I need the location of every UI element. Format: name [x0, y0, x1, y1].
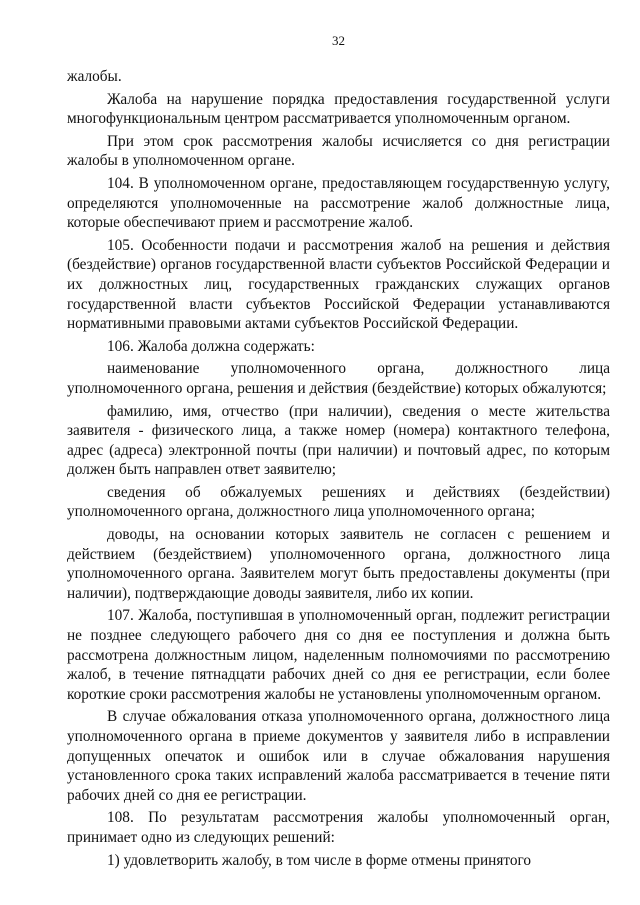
document-body — [67, 67, 610, 870]
paragraph: наименование уполномоченного органа, должностного лица уполномоченного органа, решения и действия (бездействие) которых обжалуются; — [67, 360, 610, 397]
paragraph: 1) удовлетворить жалобу, в том числе в форме отмены принятого — [107, 851, 532, 869]
paragraph: 107. Жалоба, поступившая в уполномоченный орган, подлежит регистрации не позднее следующего рабочего дня со дня ее поступления и должна быть рассмотрена должностным лицом, наделенным полномочиями по рассмотрению жалоб, в течение пятнадцати рабочих дней со дня ее регистрации, если более короткие сроки рассмотрения жалобы не установлены уполномоченным органом. — [67, 607, 610, 703]
paragraph: сведения об обжалуемых решениях и действиях (бездействии) уполномоченного органа, должностного лица уполномоченного органа; — [67, 483, 610, 521]
paragraph: доводы, на основании которых заявитель не согласен с решением и действием (бездействием) уполномоченного органа, должностного лица уполномоченного органа. Заявителем могут быть предоставлены документы (при наличии), подтверждающие доводы заявителя, либо их копии. — [67, 526, 610, 602]
paragraph: 104. В уполномоченном органе, предоставляющем государственную услугу, определяются уполномоченные на рассмотрение жалоб должностные лица, которые обеспечивают прием и рассмотрение жалоб. — [67, 174, 610, 232]
paragraph: Жалоба на нарушение порядка предоставления государственной услуги многофункциональным центром рассматривается уполномоченным органом. — [67, 90, 610, 128]
paragraph: фамилию, имя, отчество (при наличии), сведения о месте жительства заявителя - физического лица, а также номер (номера) контактного телефона, адрес (адреса) электронной почты (при наличии) и почтовый адрес, по которым должен быть направлен ответ заявителю; — [67, 402, 610, 479]
paragraph: При этом срок рассмотрения жалобы исчисляется со дня регистрации жалобы в уполномоченном органе. — [67, 132, 610, 170]
paragraph: 108. По результатам рассмотрения жалобы уполномоченный орган, принимает одно из следующих решений: — [67, 809, 610, 846]
paragraph: 106. Жалоба должна содержать: — [107, 337, 315, 355]
paragraph: В случае обжалования отказа уполномоченного органа, должностного лица уполномоченного органа в приеме документов у заявителя либо в исправлении допущенных опечаток и ошибок или в случае обжалования нарушения установленного срока таких исправлений жалоба рассматривается в течение пяти рабочих дней со дня ее регистрации. — [67, 708, 610, 804]
page-number: 32 — [332, 33, 345, 48]
paragraph: 105. Особенности подачи и рассмотрения жалоб на решения и действия (бездействие) органов государственной власти субъектов Российской Федерации и их должностных лиц, государственных гражданских служащих органов государственной власти субъектов Российской Федерации устанавливаются нормативными правовыми актами субъектов Российской Федерации. — [67, 236, 610, 333]
paragraph: жалобы. — [67, 68, 122, 85]
